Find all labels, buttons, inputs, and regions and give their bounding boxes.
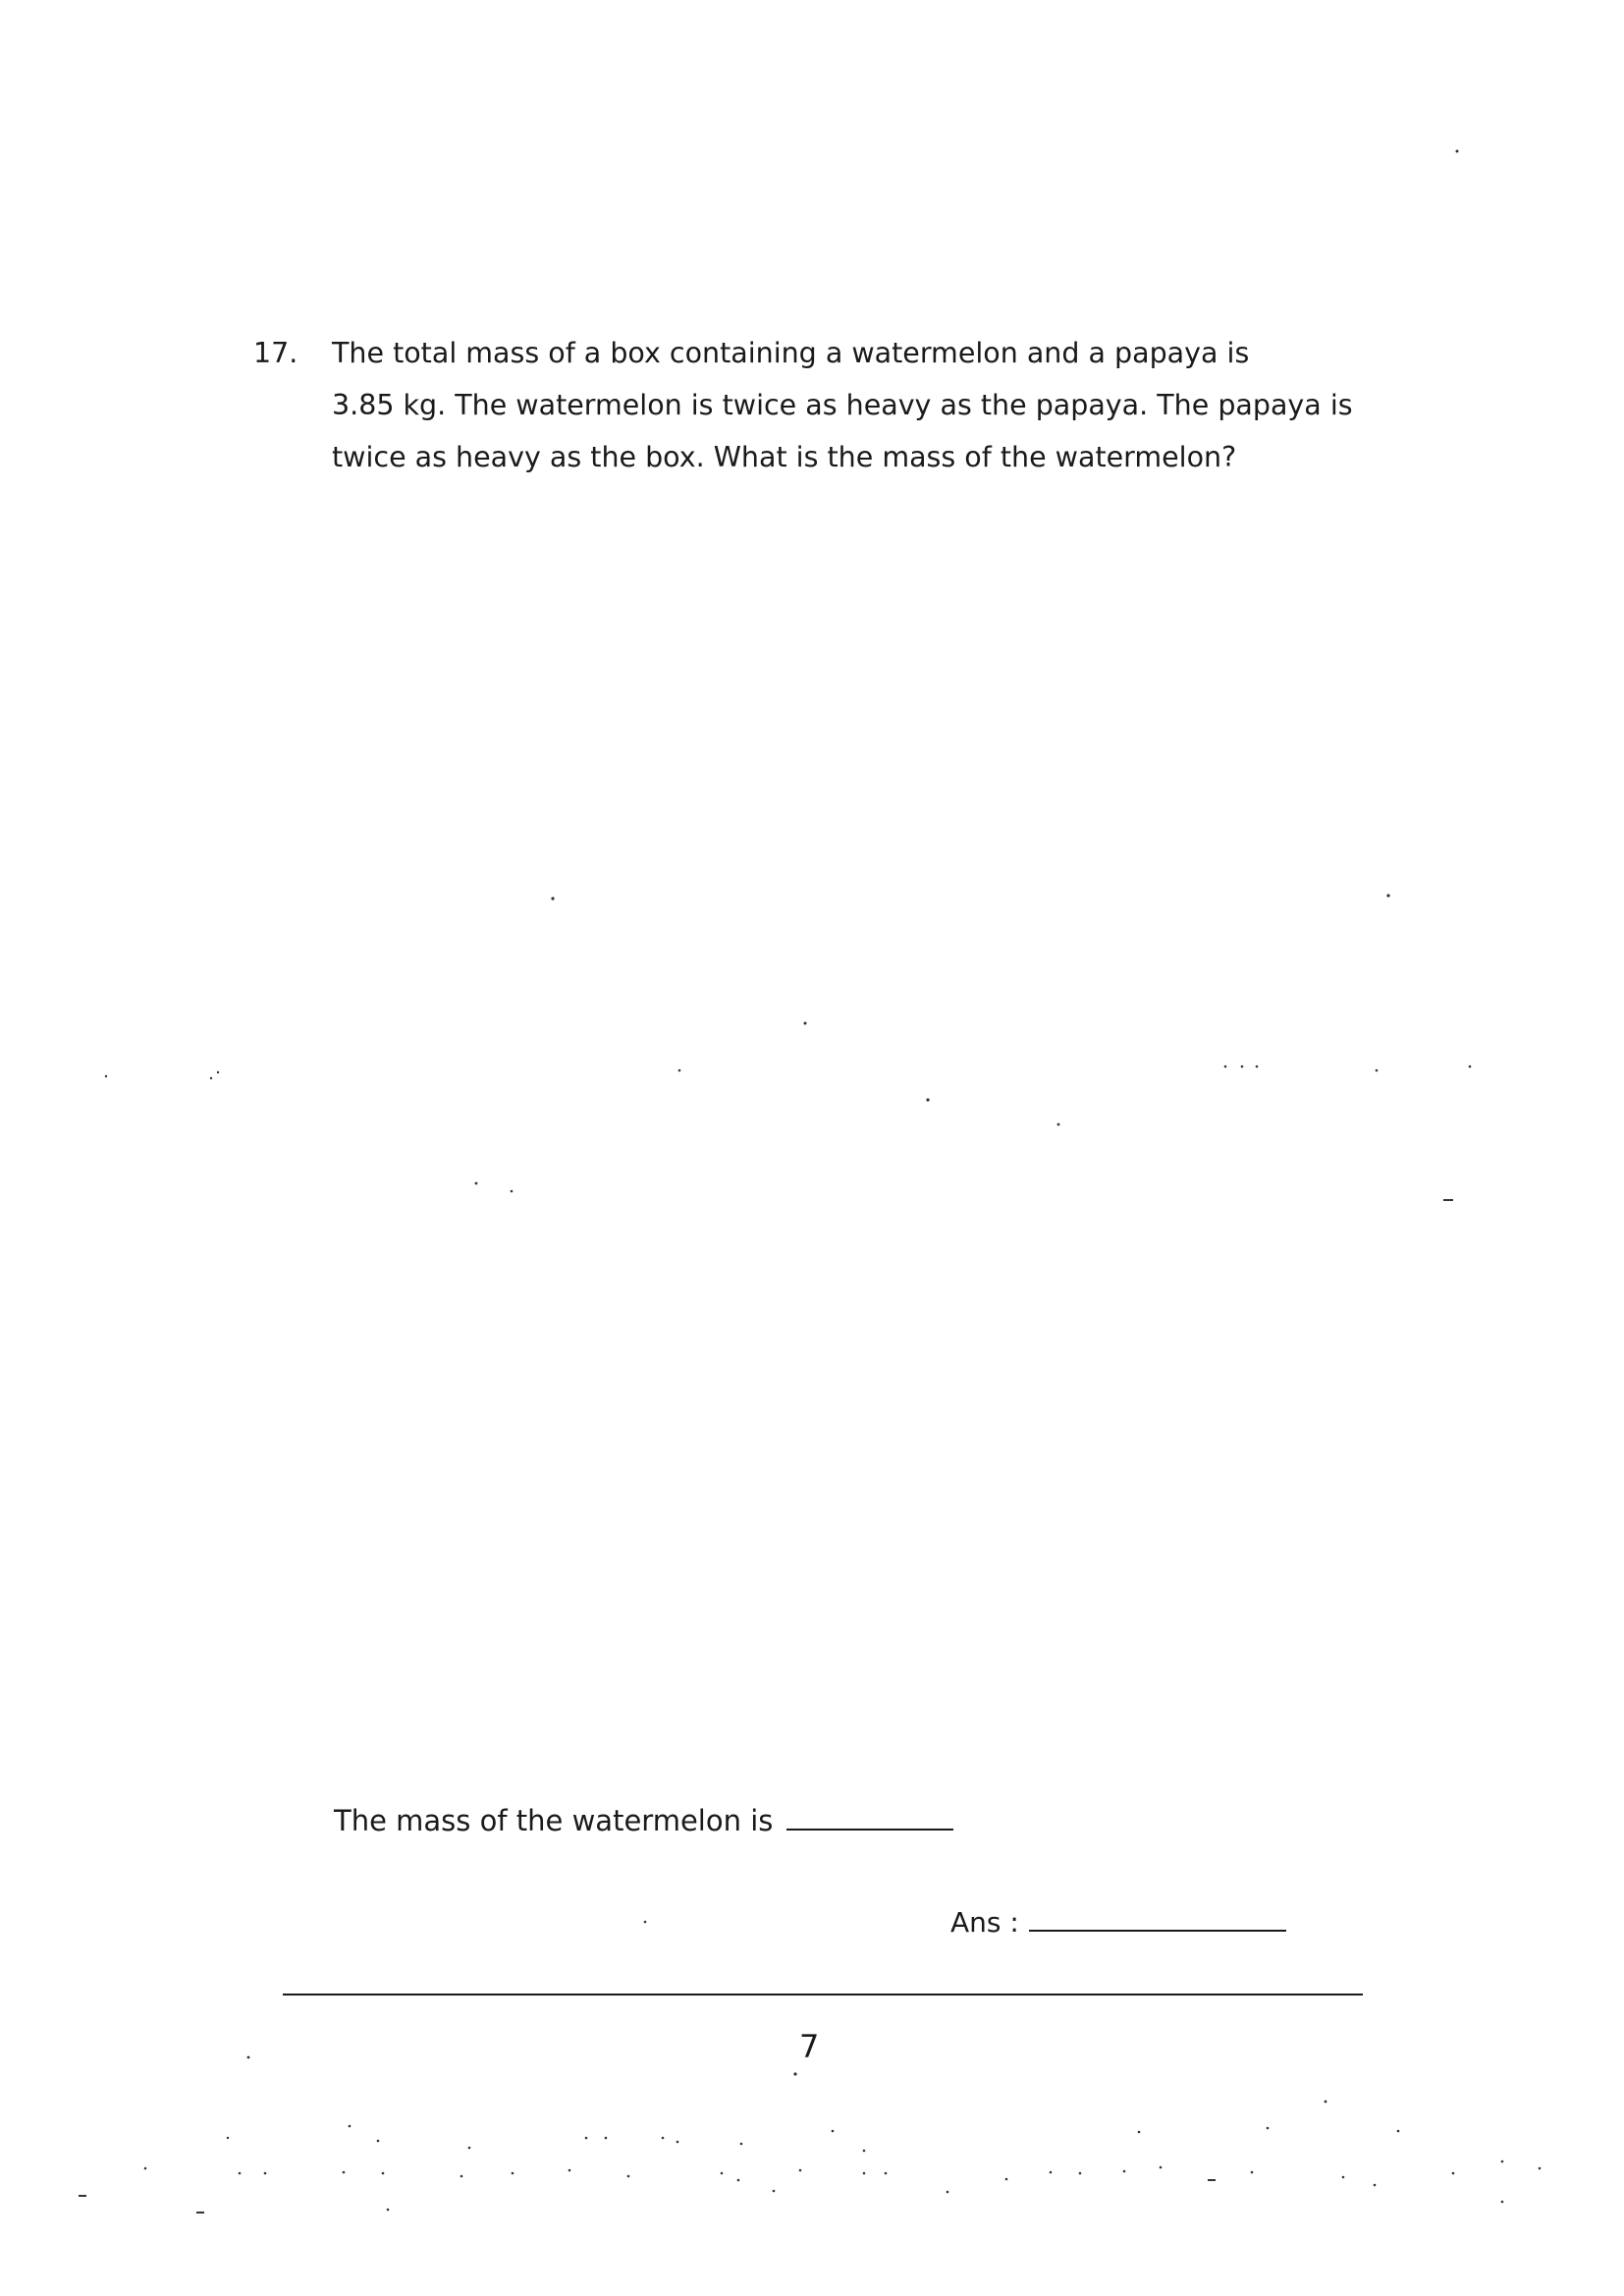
page-number: 7 — [799, 2028, 820, 2065]
ans-label: Ans : — [950, 1906, 1019, 1939]
question-line: The total mass of a box containing a watermelon and a papaya is — [332, 337, 1250, 369]
question-line: twice as heavy as the box. What is the mass of the watermelon? — [332, 441, 1237, 473]
question-number: 17. — [253, 337, 298, 369]
question-text — [332, 327, 1382, 483]
answer-blank-short[interactable] — [786, 1803, 953, 1831]
answer-statement-text: The mass of the watermelon is — [334, 1804, 774, 1837]
question-line: 3.85 kg. The watermelon is twice as heavy as the papaya. The papaya is — [332, 389, 1353, 421]
page-divider — [283, 1994, 1363, 1995]
answer-blank[interactable] — [1029, 1904, 1286, 1932]
answer-statement — [334, 1801, 953, 1840]
answer-line — [950, 1903, 1286, 1942]
